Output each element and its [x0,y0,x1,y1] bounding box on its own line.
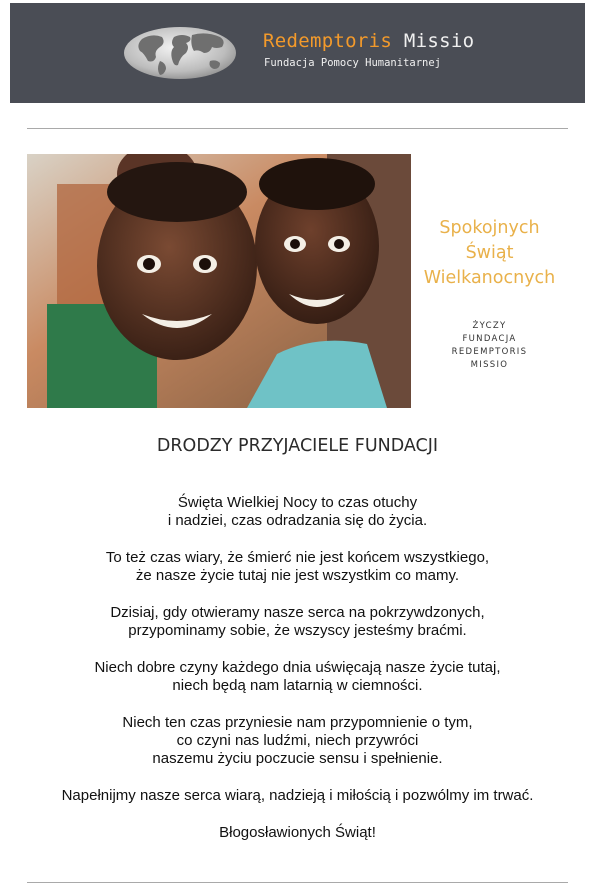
greeting-signature-line: MISSIO [470,360,509,370]
letter-line: Niech ten czas przyniesie nam przypomnienie o tym, [122,714,473,731]
letter-line: naszemu życiu poczucie sensu i spełnienie. [152,750,443,767]
letter-line: co czyni nas ludźmi, niech przywróci [176,732,419,749]
brand-name [263,30,474,52]
letter-closing [0,824,595,842]
divider-top [27,128,568,129]
letter-line: Błogosławionych Świąt! [219,824,376,841]
greeting-signature-line: FUNDACJA [462,334,517,344]
letter-paragraph [0,714,595,768]
divider-bottom [27,882,568,883]
letter-line: niech będą nam latarnią w ciemności. [172,677,423,694]
greeting-title [411,216,568,291]
greeting-title-line: Wielkanocnych [423,268,556,288]
letter-body [0,494,595,861]
easter-greeting-card [411,154,568,408]
letter-paragraph [0,787,595,805]
letter-paragraph [0,549,595,585]
letter-line: Święta Wielkiej Nocy to czas otuchy [177,494,418,511]
greeting-signature [411,320,568,372]
greeting-title-line: Świąt [465,243,514,263]
children-smiling-photo [27,154,411,408]
letter-paragraph [0,604,595,640]
letter-line: że nasze życie tutaj nie jest wszystkim co mamy. [135,567,460,584]
letter-heading: DRODZY PRZYJACIELE FUNDACJI [156,436,439,456]
brand-tagline: Fundacja Pomocy Humanitarnej [264,57,442,69]
letter-line: To też czas wiary, że śmierć nie jest końcem wszystkiego, [105,549,490,566]
greeting-title-line: Spokojnych [439,218,540,238]
letter-paragraph [0,659,595,695]
globe-icon [122,25,238,81]
header-banner [10,3,585,103]
greeting-signature-line: ŻYCZY [472,321,507,331]
letter-line: Napełnijmy nasze serca wiarą, nadzieją i miłością i pozwólmy im trwać. [61,787,534,804]
letter-line: i nadziei, czas odradzania się do życia. [167,512,428,529]
greeting-signature-line: REDEMPTORIS [451,347,528,357]
brand-name-part1: Redemptoris [263,30,393,52]
letter-paragraph [0,494,595,530]
letter-line: przypominamy sobie, że wszyscy jesteśmy braćmi. [128,622,467,639]
brand-name-part2: Missio [403,30,475,52]
letter-line: Niech dobre czyny każdego dnia uświęcają nasze życie tutaj, [94,659,501,676]
letter-line: Dzisiaj, gdy otwieramy nasze serca na pokrzywdzonych, [110,604,485,621]
